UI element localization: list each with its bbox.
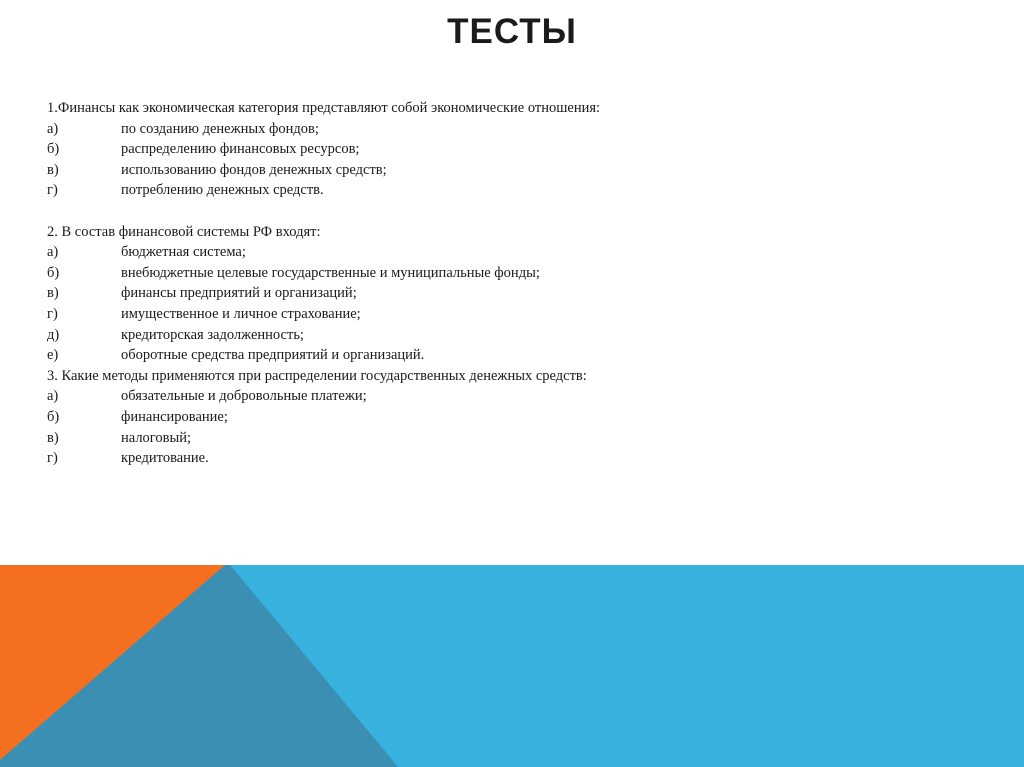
answer-option — [47, 325, 747, 346]
option-letter: г) — [47, 450, 58, 467]
option-letter: а) — [47, 244, 59, 261]
option-letter: в) — [47, 429, 59, 446]
option-text: потреблению денежных средств. — [121, 182, 324, 199]
option-letter: в) — [47, 285, 59, 302]
question-3: 3. Какие методы применяются при распределении государственных денежных средств: — [47, 367, 587, 384]
option-letter: е) — [47, 347, 59, 364]
option-letter: в) — [47, 161, 59, 178]
option-text: финансирование; — [121, 408, 228, 425]
spacer — [47, 201, 747, 222]
decorative-bottom-band — [0, 565, 1024, 767]
option-text: использованию фондов денежных средств; — [121, 161, 387, 178]
answer-option — [47, 304, 747, 325]
answer-option — [47, 283, 747, 304]
test-content — [47, 98, 747, 469]
option-text: распределению финансовых ресурсов; — [121, 141, 360, 158]
option-text: кредиторская задолженность; — [121, 326, 304, 343]
option-text: налоговый; — [121, 429, 192, 446]
option-letter: д) — [47, 326, 60, 343]
option-text: бюджетная система; — [121, 244, 246, 261]
option-text: кредитование. — [121, 450, 209, 467]
answer-option — [47, 242, 747, 263]
answer-option — [47, 119, 747, 140]
slide-title: ТЕСТЫ — [447, 12, 577, 51]
option-text: внебюджетные целевые государственные и муниципальные фонды; — [121, 264, 540, 281]
option-letter: б) — [47, 408, 60, 425]
answer-option — [47, 407, 747, 428]
option-letter: б) — [47, 264, 60, 281]
answer-option — [47, 160, 747, 181]
answer-option — [47, 263, 747, 284]
option-letter: а) — [47, 120, 59, 137]
answer-option — [47, 345, 747, 366]
option-letter: а) — [47, 388, 59, 405]
option-text: обязательные и добровольные платежи; — [121, 388, 367, 405]
answer-option — [47, 180, 747, 201]
answer-option — [47, 386, 747, 407]
option-text: по созданию денежных фондов; — [121, 120, 319, 137]
option-text: финансы предприятий и организаций; — [121, 285, 357, 302]
option-letter: г) — [47, 182, 58, 199]
answer-option — [47, 428, 747, 449]
option-letter: б) — [47, 141, 60, 158]
option-letter: г) — [47, 305, 58, 322]
answer-option — [47, 448, 747, 469]
answer-option — [47, 139, 747, 160]
option-text: имущественное и личное страхование; — [121, 305, 361, 322]
question-2: 2. В состав финансовой системы РФ входят: — [47, 223, 321, 240]
question-1: 1.Финансы как экономическая категория представляют собой экономические отношения: — [47, 100, 601, 116]
option-text: оборотные средства предприятий и организаций. — [121, 347, 425, 364]
